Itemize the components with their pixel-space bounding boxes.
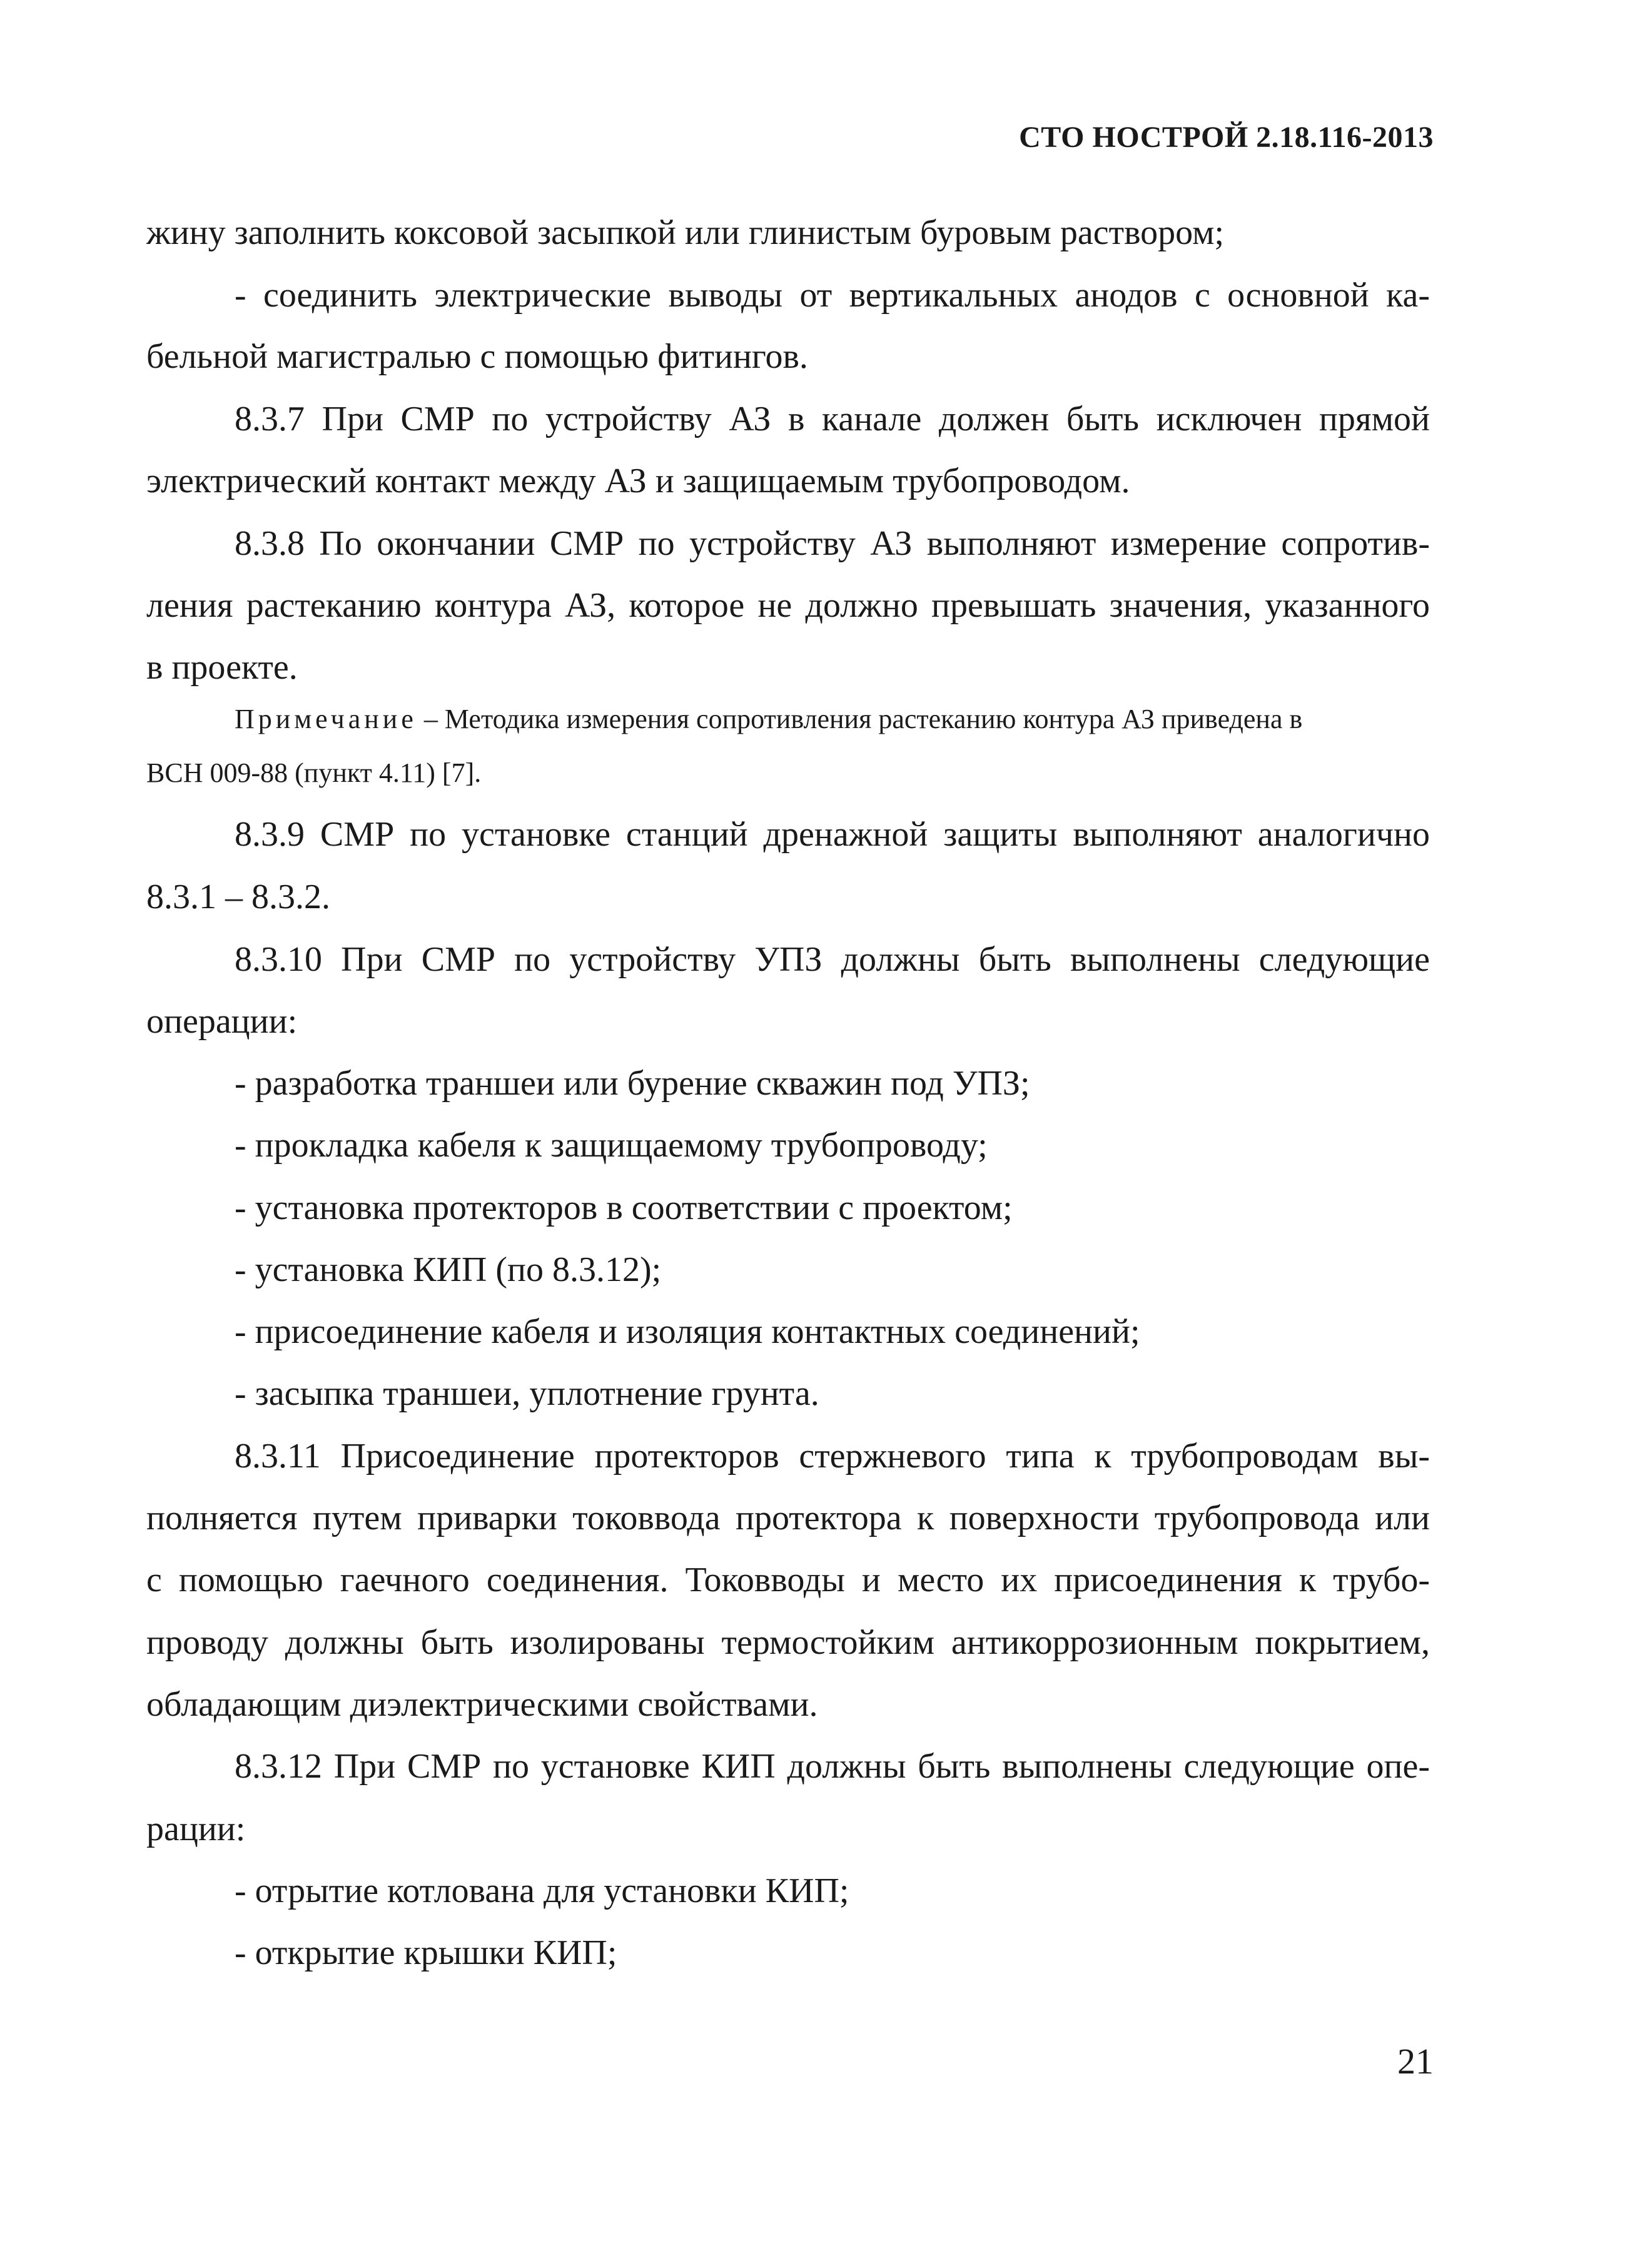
text-line: бельной магистралью с помощью фитингов. [146,337,808,376]
paragraph-8-3-10: 8.3.10 При СМР по устройству УПЗ должны быть выполнены следующие [235,940,1430,979]
text-line: ления растеканию контура АЗ, которое не должно превышать значения, указанного [146,586,1430,625]
list-item: - засыпка траншеи, уплотнение грунта. [235,1374,819,1413]
text-line: 8.3.1 – 8.3.2. [146,878,330,916]
list-item: - соединить электрические выводы от вертикальных анодов с основной ка- [235,276,1430,315]
document-code-header: СТО НОСТРОЙ 2.18.116-2013 [1019,121,1434,154]
text-line: жину заполнить коксовой засыпкой или глинистым буровым раствором; [146,213,1225,252]
paragraph-8-3-9: 8.3.9 СМР по установке станций дренажной защиты выполняют аналогично [235,815,1430,854]
text-line: операции: [146,1002,298,1041]
list-item: - отрытие котлована для установки КИП; [235,1871,849,1910]
text-line: с помощью гаечного соединения. Токовводы и место их присоединения к трубо- [146,1561,1430,1599]
paragraph-8-3-11: 8.3.11 Присоединение протекторов стержневого типа к трубопроводам вы- [235,1437,1430,1476]
list-item: - установка КИП (по 8.3.12); [235,1250,662,1289]
text-line: электрический контакт между АЗ и защищаемым трубопроводом. [146,462,1130,500]
list-item: - прокладка кабеля к защищаемому трубопроводу; [235,1126,988,1165]
text-line: рации: [146,1810,246,1848]
paragraph-8-3-8: 8.3.8 По окончании СМР по устройству АЗ выполняют измерение сопротив- [235,524,1430,563]
list-item: - присоединение кабеля и изоляция контактных соединений; [235,1312,1140,1351]
list-item: - разработка траншеи или бурение скважин под УПЗ; [235,1064,1030,1103]
note-text: – Методика измерения сопротивления растеканию контура АЗ приведена в [417,704,1303,734]
note-label: Примечание [235,704,417,734]
list-item: - установка протекторов в соответствии с проектом; [235,1188,1013,1227]
note-line: ВСН 009-88 (пункт 4.11) [7]. [146,757,482,788]
text-line: проводу должны быть изолированы термостойким антикоррозионным покрытием, [146,1623,1430,1662]
text-line: в проекте. [146,648,298,687]
text-line: обладающим диэлектрическими свойствами. [146,1685,818,1724]
list-item: - открытие крышки КИП; [235,1933,617,1972]
paragraph-8-3-12: 8.3.12 При СМР по установке КИП должны быть выполнены следующие опе- [235,1747,1430,1786]
text-line: полняется путем приварки токоввода протектора к поверхности трубопровода или [146,1499,1430,1537]
paragraph-8-3-7: 8.3.7 При СМР по устройству АЗ в канале должен быть исключен прямой [235,400,1430,438]
note-line [235,702,1430,737]
page-number: 21 [1397,2041,1434,2082]
